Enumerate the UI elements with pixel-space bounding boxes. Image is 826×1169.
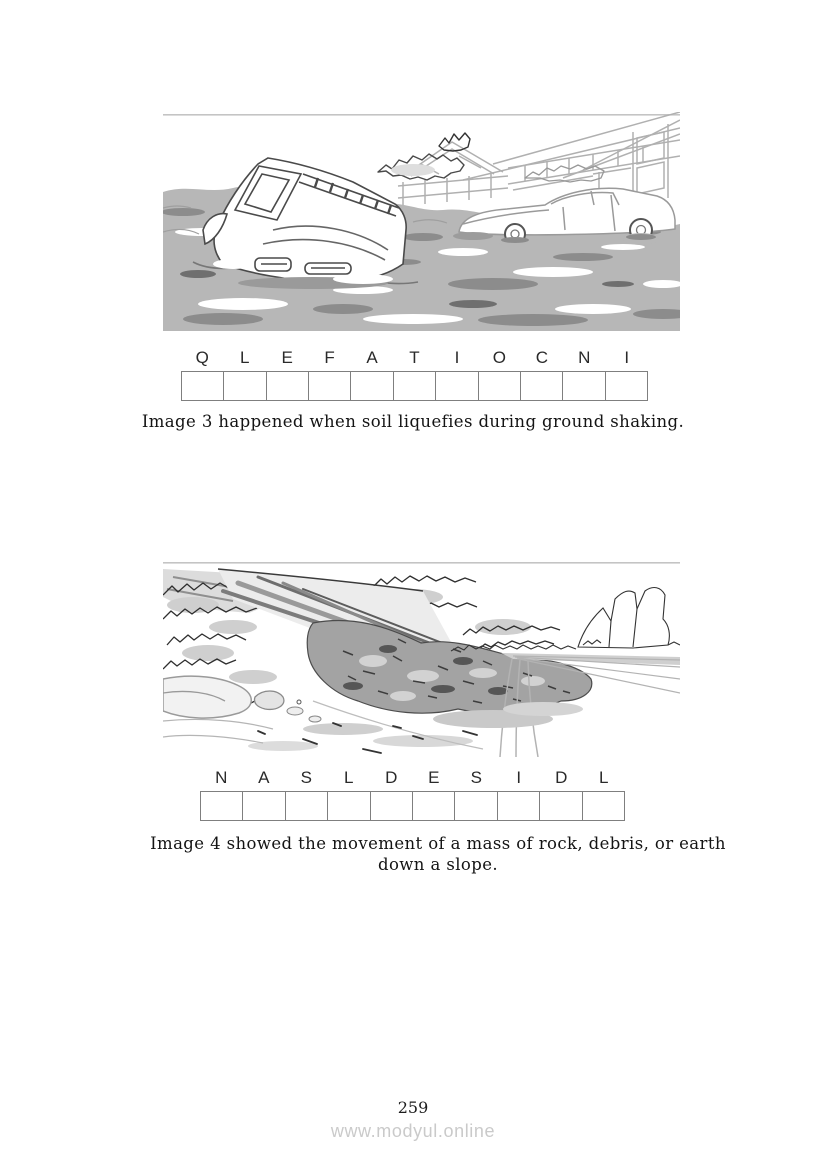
scrambled-letter: L [344,768,354,787]
scrambled-letter: L [239,348,250,367]
figure-top-rule [163,562,680,564]
answer-box [266,371,309,401]
answer-box [520,371,563,401]
scrambled-letter: O [492,348,507,367]
scrambled-letter: D [555,768,568,787]
answer-box [539,791,582,821]
answer-box [223,371,266,401]
scrambled-letters-row-1 [181,348,648,368]
answer-box [412,791,455,821]
answer-boxes-row-1 [181,371,648,401]
caption-image-4 [138,833,738,875]
scrambled-letter: S [300,768,312,787]
liquefaction-illustration [163,112,680,331]
scrambled-letter: I [516,768,522,787]
scrambled-letters-row-2 [200,768,625,788]
answer-box [200,791,243,821]
scrambled-letter: I [624,348,630,367]
liquefaction-figure [163,112,680,331]
scrambled-letter: S [470,768,482,787]
scrambled-letter: Q [195,348,209,367]
landslide-figure [163,561,680,757]
scrambled-letter: D [385,768,398,787]
answer-box [308,371,351,401]
scrambled-letter: A [258,768,270,787]
answer-box [497,791,540,821]
scrambled-letter: A [366,348,378,367]
caption-line: Image 4 showed the movement of a mass of rock, debris, or earth [150,834,726,853]
answer-box [181,371,224,401]
landslide-illustration [163,561,680,757]
figure-top-rule [163,114,680,116]
scrambled-letter: F [324,348,335,367]
scrambled-letter: L [599,768,609,787]
watermark: www.modyul.online [330,1121,496,1141]
answer-box [435,371,478,401]
answer-box [478,371,521,401]
scrambled-letter: E [281,348,293,367]
scrambled-letter: N [578,348,591,367]
answer-box [350,371,393,401]
scrambled-letter: T [409,348,420,367]
page-number: 259 [397,1098,429,1117]
scrambled-letter: E [428,768,440,787]
scrambled-letter: I [454,348,460,367]
caption-image-3: Image 3 happened when soil liquefies during ground shaking. [141,412,685,431]
answer-box [285,791,328,821]
answer-box [393,371,436,401]
caption-line: down a slope. [377,855,499,874]
answer-box [605,371,648,401]
answer-box [327,791,370,821]
answer-box [582,791,625,821]
answer-boxes-row-2 [200,791,625,821]
answer-box [454,791,497,821]
scrambled-letter: N [215,768,228,787]
answer-box [242,791,285,821]
answer-box [370,791,413,821]
scrambled-letter: C [535,348,548,367]
answer-box [562,371,605,401]
